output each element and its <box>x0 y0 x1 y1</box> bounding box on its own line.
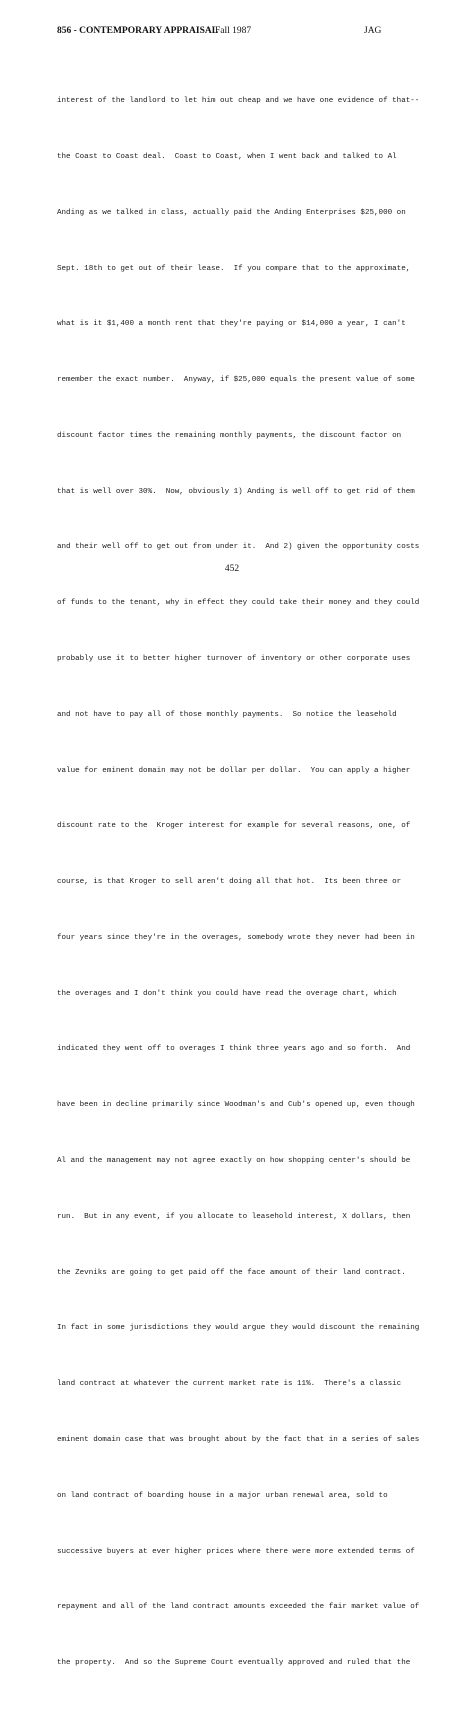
text-line: four years since they're in the overages, somebody wrote they never had been in <box>57 933 415 942</box>
text-line: the overages and I don't think you could have read the overage chart, which <box>57 989 397 998</box>
author-initials: JAG <box>364 26 382 36</box>
text-line: the Zevniks are going to get paid off the face amount of their land contract. <box>57 1268 406 1277</box>
page-number: 452 <box>224 564 240 574</box>
text-line: Anding as we talked in class, actually paid the Anding Enterprises $25,000 on <box>57 208 406 217</box>
journal-title: 856 - CONTEMPORARY APPRAISAL <box>57 26 219 36</box>
text-line: that is well over 30%. Now, obviously 1) Anding is well off to get rid of them <box>57 487 415 496</box>
text-line: and their well off to get out from under it. And 2) given the opportunity costs <box>57 543 420 552</box>
text-line: repayment and all of the land contract amounts exceeded the fair market value of <box>57 1603 420 1612</box>
text-line: Sept. 18th to get out of their lease. If you compare that to the approximate, <box>57 264 411 273</box>
text-line: probably use it to better higher turnover of inventory or other corporate uses <box>57 655 411 663</box>
text-line: the Coast to Coast deal. Coast to Coast, when I went back and talked to Al <box>57 152 397 161</box>
text-line: successive buyers at ever higher prices where there were more extended terms of <box>57 1547 415 1556</box>
text-line: value for eminent domain may not be dollar per dollar. You can apply a higher <box>57 766 411 775</box>
text-line: of funds to the tenant, why in effect they could take their money and they could <box>57 599 420 608</box>
transcript-body <box>57 55 437 1710</box>
text-line: and not have to pay all of those monthly payments. So notice the leasehold <box>57 710 397 719</box>
text-line: discount rate to the Kroger interest for example for several reasons, one, of <box>57 822 411 831</box>
text-line: discount factor times the remaining monthly payments, the discount factor on <box>57 431 402 440</box>
running-header <box>57 26 427 40</box>
text-line: what is it $1,400 a month rent that they're paying or $14,000 a year, I can't <box>57 320 406 329</box>
text-line: run. But in any event, if you allocate to leasehold interest, X dollars, then <box>57 1212 411 1221</box>
text-line: land contract at whatever the current market rate is 11%. There's a classic <box>57 1380 402 1389</box>
text-line: interest of the landlord to let him out cheap and we have one evidence of that-- <box>57 97 420 106</box>
text-line: Al and the management may not agree exactly on how shopping center's should be <box>57 1157 411 1166</box>
text-line: indicated they went off to overages I think three years ago and so forth. And <box>57 1045 411 1054</box>
issue-date: Fall 1987 <box>215 26 252 36</box>
text-line: In fact in some jurisdictions they would argue they would discount the remaining <box>57 1324 420 1333</box>
text-line: eminent domain case that was brought about by the fact that in a series of sales <box>57 1435 420 1444</box>
text-line: remember the exact number. Anyway, if $25,000 equals the present value of some <box>57 376 415 385</box>
text-line: course, is that Kroger to sell aren't doing all that hot. Its been three or <box>57 878 402 887</box>
text-line: have been in decline primarily since Woodman's and Cub's opened up, even though <box>57 1101 415 1110</box>
text-line: on land contract of boarding house in a major urban renewal area, sold to <box>57 1491 388 1500</box>
text-line: the property. And so the Supreme Court eventually approved and ruled that the <box>57 1659 411 1668</box>
